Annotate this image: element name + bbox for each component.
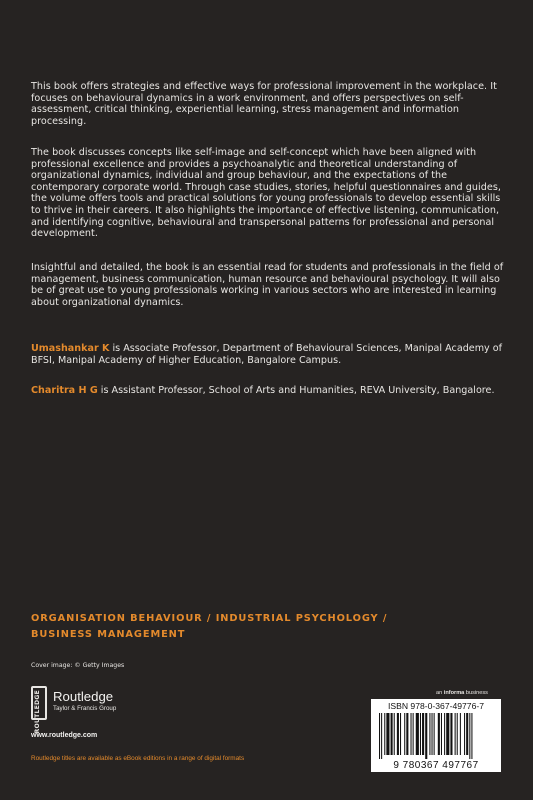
barcode-bar — [391, 713, 393, 755]
barcode-bar — [464, 713, 465, 755]
barcode-number: 9 780367 497767 — [393, 760, 479, 771]
subject-categories: ORGANISATION BEHAVIOUR / INDUSTRIAL PSYCHOLOGY / BUSINESS MANAGEMENT — [31, 613, 388, 640]
barcode-bar — [432, 713, 433, 755]
barcode-bar — [469, 713, 470, 759]
barcode-bar — [460, 713, 461, 755]
barcode-bar — [381, 713, 382, 759]
barcode-bar — [466, 713, 468, 755]
isbn-label: ISBN 978-0-367-49776-7 — [387, 701, 485, 711]
author-name: Charitra H G — [31, 385, 98, 396]
author-name: Umashankar K — [31, 343, 110, 354]
informa-prefix: an — [436, 690, 444, 696]
barcode-bar — [457, 713, 458, 755]
barcode-bar — [379, 713, 380, 759]
barcode-bar — [406, 713, 408, 755]
barcode-bar — [397, 713, 399, 755]
informa-suffix: business — [464, 690, 488, 696]
barcode-bar — [420, 713, 421, 755]
publisher-group: Taylor & Francis Group — [53, 705, 117, 712]
barcode-bar — [394, 713, 395, 755]
informa-name: informa — [443, 690, 465, 696]
barcode-bar — [471, 713, 472, 759]
barcode-bar — [429, 713, 430, 755]
blurb-paragraph-2: The book discusses concepts like self-image and self-concept which have been aligned with professional excellence and provides a psychoanalytic and theoretical understanding of organizational dynamics, individual and group behaviour, and the expectations of the contemporary corporate world. Through case studies, stories, helpful questionnaires and guides, the volume offers tools and practical solutions for young professionals to develop essential skills to thrive in their careers. It also highlights the importance of effective listening, communication, and identifying cognitive, behavioural and transpersonal patterns for professional and personal development. — [31, 147, 501, 240]
publisher-logo — [31, 686, 181, 736]
informa-business-label — [436, 690, 488, 696]
author-description: is Assistant Professor, School of Arts and Humanities, REVA University, Bangalore. — [97, 385, 495, 396]
barcode-bar — [404, 713, 405, 755]
cover-image-credit: Cover image: © Getty Images — [31, 662, 125, 669]
barcode-bar — [441, 713, 442, 755]
publisher-name: Routledge — [53, 689, 114, 704]
barcode-bar — [422, 713, 424, 755]
blurb-paragraph-1: This book offers strategies and effective ways for professional improvement in the workplace. It focuses on behavioural dynamics in a work environment, and offers perspectives on self-assessment, critical thinking, experiential learning, stress management and information processing. — [31, 81, 497, 127]
barcode-bar — [425, 713, 427, 759]
barcode-bar — [450, 713, 452, 755]
author-bio-1 — [31, 343, 509, 366]
publisher-website[interactable]: www.routledge.com — [31, 732, 98, 739]
barcode-bar — [411, 713, 412, 755]
blurb-paragraph-3: Insightful and detailed, the book is an essential read for students and professionals in the field of management, business communication, human resource and behavioural psychology. It will also be of great use to young professionals working in various sectors who are interested in learning about organizational dynamics. — [31, 262, 504, 308]
barcode-bar — [416, 713, 419, 755]
routledge-logo-icon — [31, 686, 47, 734]
author-bio-2 — [31, 385, 509, 397]
author-description: is Associate Professor, Department of Behavioural Sciences, Manipal Academy of BFSI, Manipal Academy of Higher Education, Bangalore Campus. — [31, 343, 503, 366]
barcode-bar — [444, 713, 445, 755]
barcode-bar — [455, 713, 456, 755]
barcode-bar — [446, 713, 449, 755]
barcode — [371, 699, 501, 772]
barcode-bar — [434, 713, 435, 755]
barcode-bar — [438, 713, 440, 755]
barcode-bar — [386, 713, 389, 755]
logo-mark-text: ROUTLEDGE — [34, 690, 41, 734]
barcode-bar — [384, 713, 385, 755]
barcode-bar — [413, 713, 414, 755]
barcode-bar — [400, 713, 401, 755]
barcode-bars — [379, 713, 493, 759]
ebook-note: Routledge titles are available as eBook editions in a range of digital formats — [31, 755, 245, 762]
